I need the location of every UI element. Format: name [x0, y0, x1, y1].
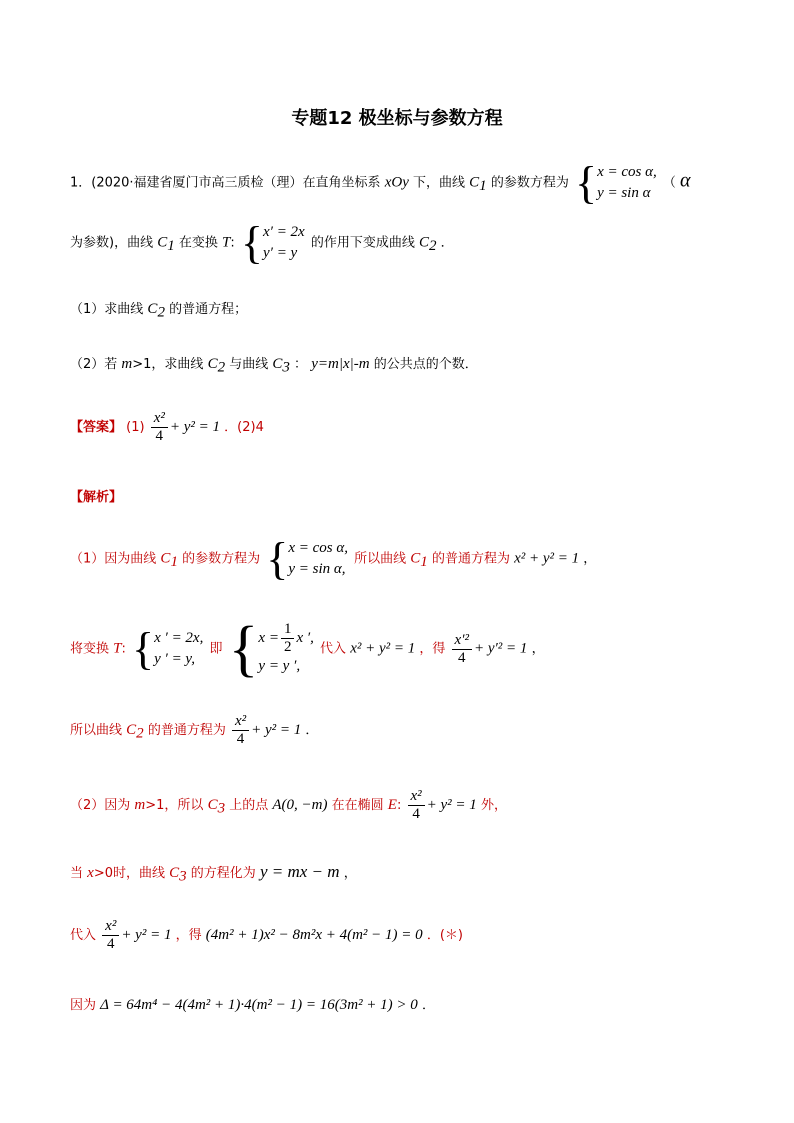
alpha-symbol: α [680, 169, 691, 192]
curve-c1: C [469, 174, 480, 191]
subscript: 1 [420, 554, 428, 571]
text: 代入 [320, 641, 347, 657]
denominator: 2 [283, 639, 292, 655]
subscript: 3 [179, 868, 187, 885]
denominator: 4 [458, 649, 466, 666]
transform-system [240, 217, 305, 268]
text: 外， [480, 798, 507, 813]
equation-tail: + y² = 1 [121, 927, 172, 943]
text: 代入 [70, 928, 97, 943]
curve-c3: C [272, 356, 283, 372]
text: ． [305, 723, 319, 738]
coordinate-system: xOy [384, 174, 409, 191]
curve-c2: C [419, 234, 430, 251]
fraction [408, 788, 425, 823]
subscript: 1 [479, 178, 487, 195]
text: ． [440, 235, 454, 251]
subscript: 1 [167, 238, 175, 255]
text: （ [662, 175, 676, 191]
brace-icon: { [240, 217, 263, 268]
solution-step-3 [70, 713, 318, 748]
text: 在变换 [178, 235, 218, 251]
text: ， [343, 866, 357, 881]
line-equation: y = mx − m [259, 862, 340, 881]
circle-equation: x² + y² = 1 [350, 640, 416, 657]
text: 上的点 [229, 798, 269, 813]
text: 下，曲线 [413, 175, 466, 191]
transform-t: T [113, 640, 122, 657]
curve-c2: C [207, 356, 218, 372]
denominator: 4 [155, 428, 164, 444]
subscript: 2 [157, 304, 165, 321]
system-row: y = sin α, [288, 561, 346, 577]
numerator: x² [151, 410, 168, 428]
text: 的普通方程为 [147, 723, 226, 738]
inverse-transform-system [228, 615, 314, 683]
text: ， [583, 551, 597, 567]
text: 所以曲线 [70, 723, 123, 738]
text: 的公共点的个数． [373, 357, 478, 372]
fraction [102, 918, 119, 953]
numerator: 1 [281, 621, 295, 639]
denominator: 4 [412, 806, 420, 822]
brace-icon: { [228, 615, 259, 683]
text: ．(＊) [426, 928, 463, 943]
equation-tail: + y′² = 1 [473, 640, 528, 657]
text: 的作用下变成曲线 [310, 235, 415, 251]
system-row: y = sin α [597, 185, 651, 201]
text: >1，所以 [145, 798, 204, 813]
system-row: y = y ′, [258, 658, 301, 674]
system-row: x ′ = 2x, [154, 630, 204, 646]
curve-c2: C [147, 301, 158, 317]
text: 的参数方程为 [182, 551, 261, 567]
parametric-system [574, 157, 657, 208]
curve-c2: C [126, 722, 137, 738]
text: ： [294, 357, 308, 372]
fraction [452, 632, 472, 667]
text: ．(2)4 [224, 420, 264, 435]
transform-t: T [222, 234, 231, 251]
text: >1，求曲线 [132, 357, 204, 372]
row-prefix: x = [258, 629, 279, 646]
question-1 [70, 298, 247, 322]
solution-step-5 [70, 862, 357, 886]
curve-c3: C [169, 865, 180, 881]
system-row: y′ = y [263, 245, 298, 261]
page-title: 专题12 极坐标与参数方程 [291, 108, 503, 129]
curve-c1: C [410, 550, 421, 567]
text: 的普通方程； [169, 302, 248, 317]
curve-c1: C [157, 234, 168, 251]
transform-system [132, 623, 204, 674]
solution-step-4 [70, 788, 507, 823]
text: : [396, 798, 402, 813]
equation-tail: + y² = 1 [251, 722, 302, 738]
variable-m: m [121, 356, 133, 372]
text: (1) [126, 420, 145, 435]
text: ，得 [419, 641, 446, 657]
text: 将变换 [70, 641, 110, 657]
system-row: x′ = 2x [263, 224, 305, 240]
text: 当 [70, 866, 84, 881]
solution-step-7 [70, 994, 435, 1014]
equation-tail: + y² = 1 [169, 419, 221, 435]
ellipse-e: E [387, 797, 397, 813]
text: 的方程化为 [190, 866, 256, 881]
curve-c3: C [207, 797, 218, 813]
discriminant-equation: Δ = 64m⁴ − 4(4m² + 1)·4(m² − 1) = 16(3m² + 1) > 0 [100, 997, 418, 1013]
answer-label: 【答案】 [70, 420, 123, 435]
text: 所以曲线 [354, 551, 407, 567]
text: 为参数)，曲线 [70, 235, 154, 251]
text: ， [531, 641, 545, 657]
text: 与曲线 [229, 357, 269, 372]
point-a: A(0, −m) [272, 797, 328, 813]
text: 在在椭圆 [331, 798, 384, 813]
text: 因为 [70, 998, 97, 1013]
text: : [230, 235, 235, 251]
numerator: x² [408, 788, 425, 806]
brace-icon: { [574, 157, 598, 208]
problem-intro-text: 1．(2020·福建省厦门市高三质检（理）在直角坐标系 [70, 175, 381, 191]
fraction [232, 713, 249, 748]
parametric-system [266, 533, 348, 584]
variable-x: x [87, 865, 94, 881]
text: 的普通方程为 [431, 551, 510, 567]
fraction [151, 410, 168, 445]
circle-equation: x² + y² = 1 [514, 550, 580, 567]
subscript: 3 [282, 359, 290, 376]
text: （2）因为 [70, 798, 131, 813]
solution-step-6 [70, 918, 463, 953]
analysis-label: 【解析】 [70, 490, 123, 505]
problem-intro-line [70, 157, 691, 208]
system-row: y ′ = y, [154, 651, 196, 667]
text: 的参数方程为 [490, 175, 569, 191]
question-2 [70, 353, 478, 377]
text: （2）若 [70, 357, 118, 372]
fraction [281, 621, 295, 656]
quadratic-equation: (4m² + 1)x² − 8m²x + 4(m² − 1) = 0 [205, 927, 423, 943]
text: 即 [209, 641, 223, 657]
curve-c1: C [160, 550, 171, 567]
text: ． [421, 998, 435, 1013]
text: : [121, 641, 126, 657]
subscript: 1 [170, 554, 178, 571]
answer-line [70, 410, 264, 445]
subscript: 2 [217, 359, 226, 376]
system-row: x = cos α, [288, 540, 348, 556]
text: >0时，曲线 [93, 866, 165, 881]
denominator: 4 [106, 936, 115, 952]
solution-step-1 [70, 533, 597, 584]
system-row: x = cos α, [597, 164, 657, 180]
brace-icon: { [132, 623, 155, 674]
curve-c3-equation: y=m|x|-m [311, 356, 370, 372]
text: （1）因为曲线 [70, 551, 157, 567]
row-suffix: x ′, [296, 629, 314, 646]
subscript: 2 [429, 238, 437, 255]
numerator: x′² [452, 632, 472, 650]
variable-m: m [134, 797, 146, 813]
denominator: 4 [236, 731, 245, 747]
subscript: 2 [136, 725, 144, 742]
system-row [258, 621, 313, 656]
subscript: 3 [217, 800, 226, 817]
text: （1）求曲线 [70, 302, 144, 317]
numerator: x² [232, 713, 249, 731]
numerator: x² [102, 918, 119, 936]
brace-icon: { [266, 533, 289, 584]
equation-tail: + y² = 1 [426, 797, 477, 813]
text: ，得 [175, 928, 202, 943]
problem-transform-line [70, 217, 454, 268]
solution-step-2 [70, 615, 545, 683]
